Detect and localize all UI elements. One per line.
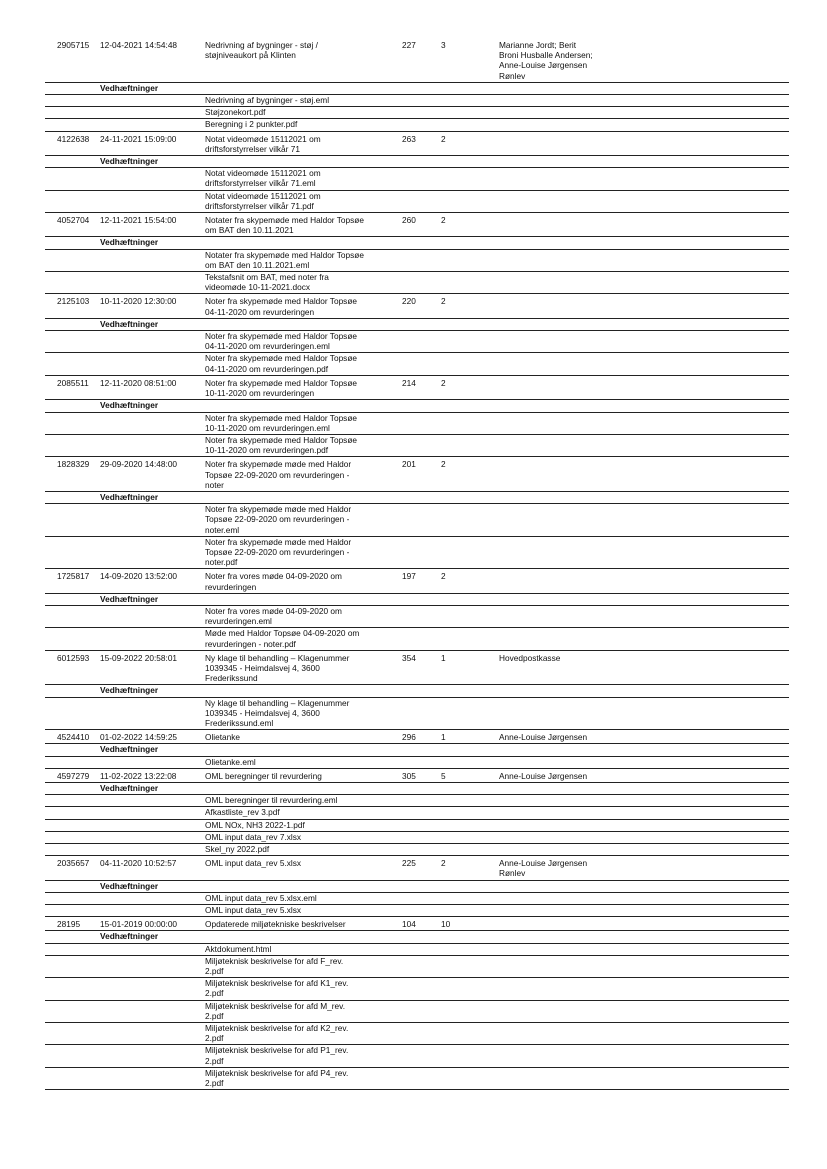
entry-document-count: 10 [441, 919, 451, 930]
spacer [100, 944, 205, 954]
attachment-row [45, 1000, 789, 1022]
entry-row [45, 651, 789, 685]
spacer [100, 504, 205, 535]
spacer [45, 594, 100, 604]
spacer [100, 95, 205, 105]
entry-row [45, 213, 789, 236]
attachments-label: Vedhæftninger [100, 400, 159, 411]
spacer [100, 331, 205, 351]
spacer [100, 272, 205, 292]
attachment-row [45, 330, 789, 352]
spacer [45, 1068, 100, 1088]
attachments-header-row [45, 743, 789, 755]
entry-row [45, 569, 789, 592]
spacer [100, 844, 205, 854]
attachment-row [45, 819, 789, 831]
attachment-filename: Miljøteknisk beskrivelse for afd P4_rev. 2.pdf [205, 1067, 349, 1089]
attachment-filename: Olietanke.eml [205, 756, 256, 767]
attachment-filename: Noter fra vores møde 04-09-2020 om revurderingen.eml [205, 605, 342, 627]
attachment-filename: Afkastliste_rev 3.pdf [205, 807, 280, 818]
attachment-filename: Notat videomøde 15112021 om driftsforstyrrelser vilkår 71.eml [205, 168, 321, 189]
attachment-filename: OML NOx, NH3 2022-1.pdf [205, 819, 305, 830]
journal-entry [45, 213, 789, 294]
entry-document-count: 1 [441, 652, 446, 663]
attachment-filename: Aktdokument.html [205, 943, 272, 954]
entry-id: 4524410 [57, 732, 90, 743]
journal-entry [45, 38, 789, 132]
attachments-header-row [45, 684, 789, 696]
entry-akt-number: 305 [402, 770, 416, 781]
spacer [100, 832, 205, 842]
attachment-row [45, 904, 789, 916]
spacer [45, 107, 100, 117]
spacer [45, 119, 100, 129]
entry-date: 04-11-2020 10:52:57 [100, 858, 177, 869]
attachments-header-row [45, 930, 789, 942]
entry-row [45, 294, 789, 317]
spacer [45, 272, 100, 292]
spacer [100, 250, 205, 270]
entry-title: OML input data_rev 5.xlsx [205, 858, 302, 869]
attachments-label: Vedhæftninger [100, 491, 159, 502]
spacer [45, 820, 100, 830]
spacer [45, 606, 100, 626]
attachment-filename: Noter fra skypemøde møde med Haldor Topsøe 22-09-2020 om revurderingen - noter.pdf [205, 536, 352, 568]
spacer [45, 168, 100, 188]
attachment-row [45, 412, 789, 434]
spacer [45, 628, 100, 648]
attachment-filename: Støjzonekort.pdf [205, 107, 266, 118]
entry-akt-number: 214 [402, 377, 416, 388]
entry-title: Noter fra skypemøde med Haldor Topsøe 04-11-2020 om revurderingen [205, 296, 358, 317]
attachment-filename: Noter fra skypemøde med Haldor Topsøe 04-11-2020 om revurderingen.pdf [205, 353, 358, 374]
entry-date: 29-09-2020 14:48:00 [100, 459, 178, 470]
spacer [45, 807, 100, 817]
entry-parties: Hovedpostkasse [499, 652, 561, 663]
entry-document-count: 2 [441, 571, 446, 582]
spacer [45, 191, 100, 211]
attachment-row [45, 806, 789, 818]
spacer [100, 1023, 205, 1043]
attachments-label: Vedhæftninger [100, 744, 159, 755]
spacer [45, 1001, 100, 1021]
entry-akt-number: 220 [402, 296, 416, 307]
attachment-row [45, 697, 789, 730]
attachments-label: Vedhæftninger [100, 783, 159, 793]
attachment-filename: OML input data_rev 5.xlsx [205, 905, 302, 916]
spacer [100, 795, 205, 805]
entry-akt-number: 227 [402, 40, 416, 50]
attachment-row [45, 627, 789, 649]
spacer [100, 1068, 205, 1088]
entry-parties: Marianne Jordt; Berit Broni Husballe Andersen; Anne-Louise Jørgensen Rønlev [499, 40, 593, 81]
attachment-filename: Noter fra skypemøde med Haldor Topsøe 10-11-2020 om revurderingen.pdf [205, 434, 358, 456]
spacer [100, 119, 205, 129]
attachment-row [45, 503, 789, 536]
attachments-header-row [45, 236, 789, 248]
journal-entry [45, 569, 789, 650]
attachment-filename: Miljøteknisk beskrivelse for afd K1_rev. 2.pdf [205, 978, 349, 999]
attachment-row [45, 1044, 789, 1066]
attachment-filename: OML input data_rev 7.xlsx [205, 831, 302, 842]
spacer [45, 744, 100, 754]
attachment-filename: Ny klage til behandling – Klagenummer 1039345 - Heimdalsvej 4, 3600 Frederikssund.eml [205, 697, 350, 728]
entry-parties [499, 215, 719, 235]
attachments-header-row [45, 155, 789, 167]
entry-row [45, 457, 789, 491]
spacer [45, 844, 100, 854]
entry-parties: Anne-Louise Jørgensen [499, 732, 588, 743]
attachments-label: Vedhæftninger [100, 880, 159, 891]
attachment-filename: OML input data_rev 5.xlsx.eml [205, 892, 317, 903]
spacer [100, 353, 205, 373]
entry-title: Nedrivning af bygninger - støj / støjniveaukort på Klinten [205, 40, 318, 61]
entry-parties [499, 571, 719, 591]
spacer [100, 905, 205, 915]
entry-document-count: 2 [441, 133, 446, 144]
entry-title: OML beregninger til revurdering [205, 770, 322, 781]
spacer [100, 191, 205, 211]
spacer [100, 820, 205, 830]
attachment-filename: Miljøteknisk beskrivelse for afd M_rev. 2.pdf [205, 1000, 346, 1021]
journal-entry [45, 457, 789, 569]
spacer [45, 832, 100, 842]
spacer [100, 537, 205, 568]
spacer [45, 413, 100, 433]
attachment-row [45, 605, 789, 627]
entry-date: 14-09-2020 13:52:00 [100, 571, 178, 582]
entry-id: 2085511 [57, 377, 89, 388]
entry-title: Noter fra skypemøde møde med Haldor Topsøe 22-09-2020 om revurderingen - noter [205, 459, 352, 490]
attachment-filename: Skel_ny 2022.pdf [205, 844, 270, 855]
attachment-filename: Notater fra skypemøde med Haldor Topsøe om BAT den 10.11.2021.eml [205, 249, 364, 270]
spacer [100, 628, 205, 648]
spacer [100, 807, 205, 817]
entry-title: Olietanke [205, 732, 241, 743]
attachments-header-row [45, 318, 789, 330]
attachment-row [45, 892, 789, 904]
attachment-row [45, 1067, 789, 1089]
journal-entry [45, 294, 789, 375]
entry-row [45, 376, 789, 399]
attachment-filename: OML beregninger til revurdering.eml [205, 795, 338, 806]
entry-id: 2905715 [57, 40, 90, 50]
spacer [45, 685, 100, 695]
attachment-filename: Noter fra skypemøde med Haldor Topsøe 10-11-2020 om revurderingen.eml [205, 412, 358, 433]
spacer [45, 698, 100, 729]
entry-title: Notater fra skypemøde med Haldor Topsøe om BAT den 10.11.2021 [205, 215, 364, 236]
attachment-filename: Møde med Haldor Topsøe 04-09-2020 om revurderingen - noter.pdf [205, 628, 360, 649]
entry-id: 4122638 [57, 133, 90, 144]
entry-document-count: 3 [441, 40, 446, 50]
entry-id: 4597279 [57, 770, 90, 781]
spacer [45, 978, 100, 998]
spacer [45, 435, 100, 455]
attachments-header-row [45, 782, 789, 794]
entry-parties [499, 459, 719, 490]
attachments-label: Vedhæftninger [100, 156, 159, 167]
spacer [45, 893, 100, 903]
spacer [45, 931, 100, 941]
entry-date: 12-11-2020 08:51:00 [100, 377, 177, 388]
spacer [100, 1045, 205, 1065]
spacer [100, 978, 205, 998]
entry-document-count: 1 [441, 732, 446, 743]
spacer [45, 1023, 100, 1043]
spacer [100, 893, 205, 903]
entry-document-count: 2 [441, 858, 446, 869]
spacer [45, 250, 100, 270]
spacer [100, 956, 205, 976]
entry-id: 6012593 [57, 652, 90, 663]
attachment-filename: Tekstafsnit om BAT, med noter fra videomøde 10-11-2021.docx [205, 272, 329, 293]
entry-parties [499, 919, 719, 929]
entry-title: Opdaterede miljøtekniske beskrivelser [205, 919, 346, 930]
entry-akt-number: 260 [402, 215, 416, 226]
spacer [100, 757, 205, 767]
entry-row [45, 769, 789, 782]
spacer [100, 413, 205, 433]
attachment-row [45, 352, 789, 374]
attachment-row [45, 190, 789, 212]
entry-date: 15-09-2022 20:58:01 [100, 652, 178, 663]
entry-title: Notat videomøde 15112021 om driftsforstyrrelser vilkår 71 [205, 133, 321, 154]
entry-akt-number: 225 [402, 858, 416, 869]
spacer [45, 783, 100, 793]
attachment-row [45, 955, 789, 977]
attachments-header-row [45, 593, 789, 605]
entry-date: 15-01-2019 00:00:00 [100, 919, 178, 930]
spacer [45, 353, 100, 373]
journal-entry [45, 769, 789, 856]
entry-date: 12-04-2021 14:54:48 [100, 40, 178, 50]
spacer [100, 606, 205, 626]
spacer [45, 944, 100, 954]
entry-document-count: 5 [441, 770, 446, 781]
entry-parties [499, 134, 719, 154]
spacer [100, 107, 205, 117]
entry-row [45, 917, 789, 930]
spacer [45, 956, 100, 976]
spacer [45, 504, 100, 535]
entry-id: 4052704 [57, 215, 90, 226]
entry-parties: Anne-Louise Jørgensen [499, 770, 588, 781]
spacer [45, 319, 100, 329]
journal-entry [45, 730, 789, 769]
spacer [100, 698, 205, 729]
journal-entry [45, 376, 789, 457]
entry-id: 2125103 [57, 296, 90, 307]
attachment-row [45, 1022, 789, 1044]
attachment-row [45, 167, 789, 189]
attachment-row [45, 94, 789, 106]
journal-entry [45, 132, 789, 213]
attachment-row [45, 943, 789, 955]
entry-date: 12-11-2021 15:54:00 [100, 215, 177, 226]
attachments-label: Vedhæftninger [100, 237, 159, 248]
entry-id: 1725817 [57, 571, 90, 582]
entry-row [45, 856, 789, 879]
spacer [100, 435, 205, 455]
entry-parties [499, 378, 719, 398]
attachment-row [45, 843, 789, 855]
spacer [45, 757, 100, 767]
entry-date: 10-11-2020 12:30:00 [100, 296, 177, 307]
attachment-filename: Miljøteknisk beskrivelse for afd F_rev. 2.pdf [205, 955, 344, 977]
attachments-header-row [45, 491, 789, 503]
entry-row [45, 38, 789, 82]
spacer [100, 168, 205, 188]
spacer [45, 237, 100, 247]
attachments-label: Vedhæftninger [100, 685, 159, 696]
attachment-filename: Nedrivning af bygninger - støj.eml [205, 95, 330, 106]
spacer [45, 400, 100, 410]
spacer [45, 83, 100, 93]
entry-title: Ny klage til behandling – Klagenummer 1039345 - Heimdalsvej 4, 3600 Frederikssund [205, 652, 350, 684]
spacer [45, 1045, 100, 1065]
spacer [45, 331, 100, 351]
entry-akt-number: 201 [402, 459, 416, 470]
entry-row [45, 132, 789, 155]
journal-entry [45, 917, 789, 1090]
spacer [45, 492, 100, 502]
attachment-row [45, 756, 789, 768]
spacer [45, 156, 100, 166]
entry-parties [499, 296, 719, 316]
entry-akt-number: 263 [402, 133, 416, 144]
journal-entry [45, 856, 789, 917]
entry-parties: Anne-Louise Jørgensen Rønlev [499, 858, 588, 879]
spacer [45, 537, 100, 568]
attachment-filename: Notat videomøde 15112021 om driftsforstyrrelser vilkår 71.pdf [205, 190, 321, 211]
attachment-row [45, 977, 789, 999]
entry-date: 24-11-2021 15:09:00 [100, 133, 177, 144]
entry-document-count: 2 [441, 459, 446, 470]
attachment-row [45, 106, 789, 118]
entry-akt-number: 296 [402, 732, 416, 743]
entry-document-count: 2 [441, 377, 446, 388]
attachment-filename: Miljøteknisk beskrivelse for afd K2_rev. 2.pdf [205, 1023, 349, 1044]
entry-date: 01-02-2022 14:59:25 [100, 732, 178, 743]
attachments-header-row [45, 880, 789, 892]
attachment-filename: Noter fra skypemøde møde med Haldor Topsøe 22-09-2020 om revurderingen - noter.eml [205, 504, 352, 535]
entry-document-count: 2 [441, 215, 446, 226]
entry-id: 2035657 [57, 858, 90, 869]
entry-document-count: 2 [441, 296, 446, 307]
attachment-row [45, 536, 789, 569]
attachment-row [45, 249, 789, 271]
journal-entry [45, 651, 789, 730]
attachment-row [45, 271, 789, 293]
entry-title: Noter fra vores møde 04-09-2020 om revurderingen [205, 571, 342, 592]
attachments-label: Vedhæftninger [100, 82, 159, 93]
spacer [100, 1001, 205, 1021]
attachment-filename: Miljøteknisk beskrivelse for afd P1_rev. 2.pdf [205, 1045, 349, 1066]
spacer [45, 795, 100, 805]
entry-title: Noter fra skypemøde med Haldor Topsøe 10-11-2020 om revurderingen [205, 377, 358, 399]
attachments-label: Vedhæftninger [100, 593, 159, 604]
entry-id: 1828329 [57, 459, 90, 470]
attachments-label: Vedhæftninger [100, 318, 159, 329]
entry-row [45, 730, 789, 743]
journal-table [45, 38, 789, 1090]
spacer [45, 881, 100, 891]
spacer [45, 905, 100, 915]
attachments-header-row [45, 399, 789, 411]
spacer [45, 95, 100, 105]
entry-akt-number: 354 [402, 652, 416, 663]
entry-akt-number: 197 [402, 571, 416, 582]
entry-date: 11-02-2022 13:22:08 [100, 770, 177, 781]
entry-id: 28195 [57, 919, 81, 930]
attachment-filename: Beregning i 2 punkter.pdf [205, 119, 298, 130]
attachment-row [45, 831, 789, 843]
attachment-row [45, 434, 789, 456]
attachments-header-row [45, 82, 789, 94]
attachment-filename: Noter fra skypemøde med Haldor Topsøe 04-11-2020 om revurderingen.eml [205, 331, 358, 352]
entry-akt-number: 104 [402, 919, 416, 930]
attachment-row [45, 118, 789, 130]
attachments-label: Vedhæftninger [100, 931, 159, 942]
attachment-row [45, 794, 789, 806]
